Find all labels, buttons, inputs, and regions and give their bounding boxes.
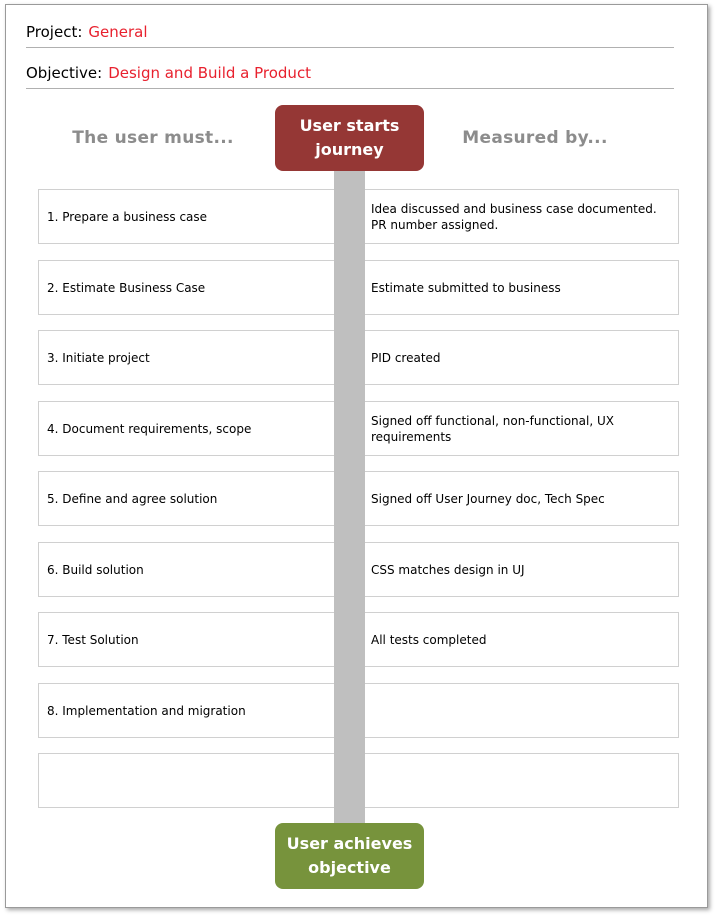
step-text: 6. Build solution (47, 562, 144, 577)
step-text: 8. Implementation and migration (47, 703, 246, 718)
project-line (26, 17, 674, 48)
measure-text: All tests completed (371, 632, 487, 647)
project-label: Project: (26, 23, 83, 41)
measure-text: CSS matches design in UJ (371, 562, 525, 577)
measure-text (371, 754, 671, 807)
journey-start-node: User starts journey (275, 105, 424, 171)
measure-text: Estimate submitted to business (371, 280, 561, 295)
objective-line (26, 58, 674, 89)
journey-end-node: User achieves objective (275, 823, 424, 889)
step-text: 2. Estimate Business Case (47, 280, 206, 295)
step-text: 4. Document requirements, scope (47, 421, 252, 436)
measure-text: Idea discussed and business case documented. PR number assigned. (371, 201, 657, 232)
objective-label: Objective: (26, 64, 103, 82)
journey-rail (334, 165, 365, 835)
step-text: 7. Test Solution (47, 632, 139, 647)
step-text: 5. Define and agree solution (47, 491, 218, 506)
project-value: General (88, 23, 148, 41)
objective-value: Design and Build a Product (108, 64, 312, 82)
right-column-heading: Measured by... (462, 128, 608, 148)
step-text: 1. Prepare a business case (47, 209, 208, 224)
left-column-heading: The user must... (72, 128, 234, 148)
measure-text: Signed off User Journey doc, Tech Spec (371, 491, 605, 506)
measure-text: PID created (371, 350, 441, 365)
measure-text: Signed off functional, non-functional, UX requirements (371, 413, 614, 444)
step-text (47, 754, 332, 807)
measure-text (371, 684, 671, 737)
step-text: 3. Initiate project (47, 350, 150, 365)
